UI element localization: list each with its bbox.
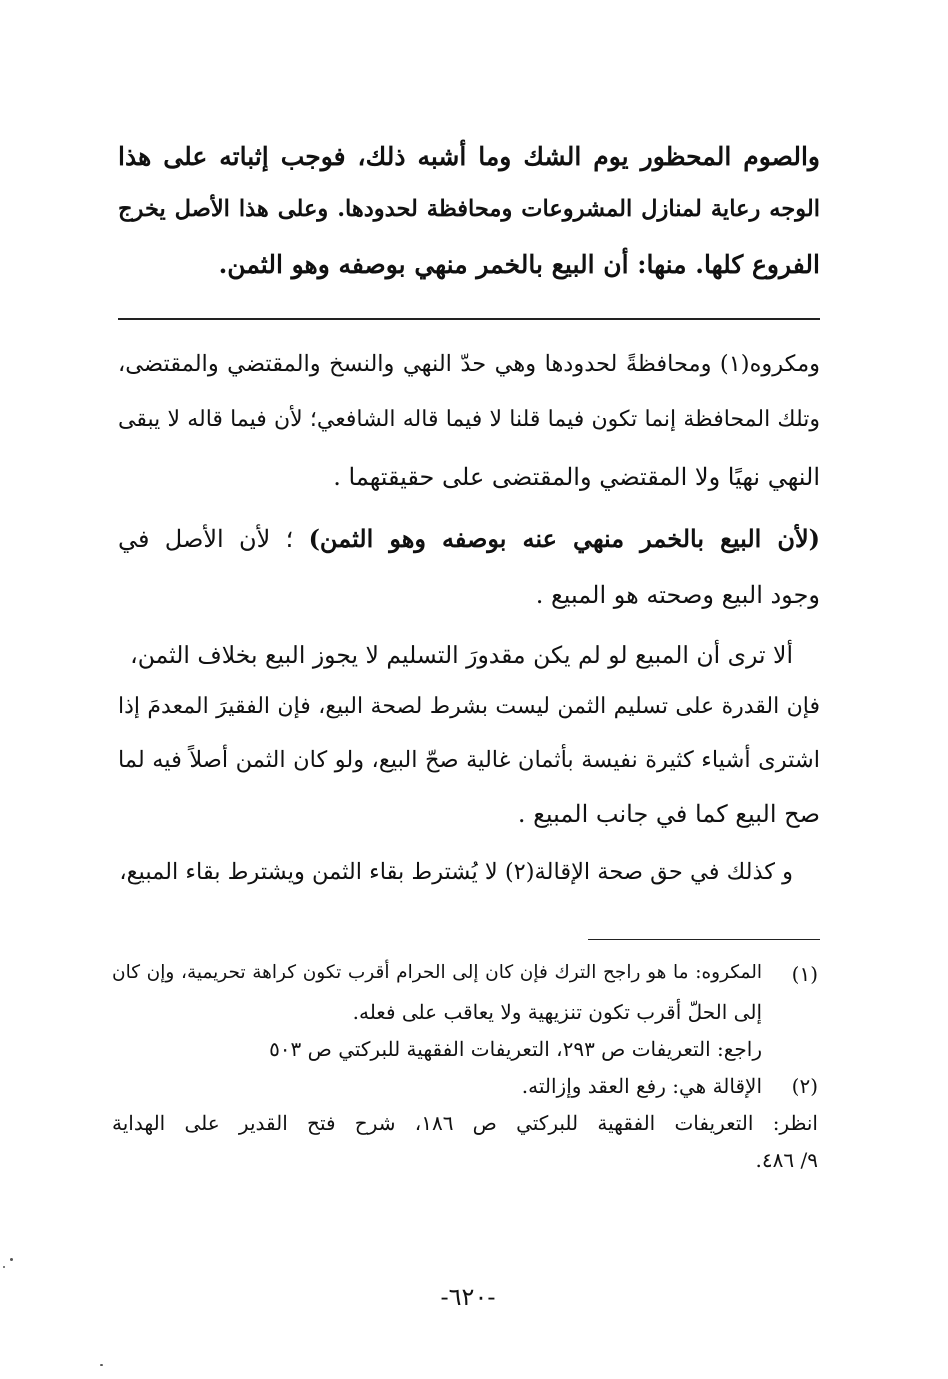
opening-line-3: الفروع كلها. منها: أن البيع بالخمر منهي بوصفه وهو الثمن. <box>218 250 820 279</box>
page-number: -٦٢٠- <box>440 1283 496 1311</box>
commentary-p2-line-1 <box>118 525 820 554</box>
footnote-2-line-3: ٩/ ٤٨٦. <box>755 1148 818 1172</box>
commentary-p3-line-1: ألا ترى أن المبيع لو لم يكن مقدورَ التسليم لا يجوز البيع بخلاف الثمن، <box>130 641 793 669</box>
footnote-1-number: (١) <box>791 962 818 986</box>
section-divider <box>118 318 820 320</box>
quoted-matn: (لأن البيع بالخمر منهي عنه بوصفه وهو الثمن) <box>308 524 821 553</box>
footnote-2-number: (٢) <box>791 1074 818 1098</box>
footnote-2-line-2: انظر: التعريفات الفقهية للبركتي ص ١٨٦، شرح فتح القدير على الهداية <box>112 1111 818 1135</box>
opening-line-2: الوجه رعاية لمنازل المشروعات ومحافظة لحدودها. وعلى هذا الأصل يخرج <box>118 196 820 222</box>
commentary-p3-line-4: صح البيع كما في جانب المبيع . <box>517 800 820 828</box>
commentary-p4-line-1: و كذلك في حق صحة الإقالة(٢) لا يُشترط بقاء الثمن ويشترط بقاء المبيع، <box>119 859 793 885</box>
commentary-p2-line-2: وجود البيع وصحته هو المبيع . <box>535 581 820 609</box>
commentary-p1-line-1: ومكروه(١) ومحافظةً لحدودها وهي حدّ النهي والنسخ والمقتضي والمقتضى، <box>118 351 820 377</box>
scan-speck <box>10 1258 13 1261</box>
scan-speck <box>100 1364 103 1366</box>
footnote-divider <box>588 939 820 940</box>
commentary-p1-line-3: النهي نهيًا ولا المقتضي والمقتضى على حقيقتهما . <box>333 463 820 491</box>
opening-line-1: والصوم المحظور يوم الشك وما أشبه ذلك، فوجب إثباته على هذا <box>118 142 820 171</box>
footnote-1-line-1: المكروه: ما هو راجح الترك فإن كان إلى الحرام أقرب تكون كراهة تحريمية، وإن كان <box>112 962 762 983</box>
footnote-1-line-2: إلى الحلّ أقرب تكون تنزيهية ولا يعاقب على فعله. <box>352 1000 762 1024</box>
commentary-p2-line-1-rest: ؛ لأن الأصل في <box>118 525 294 553</box>
commentary-p3-line-3: اشترى أشياء كثيرة نفيسة بأثمان غالية صحّ البيع، ولو كان الثمن أصلاً فيه لما <box>118 747 820 773</box>
scan-speck <box>3 1266 5 1268</box>
footnote-1-line-3: راجع: التعريفات ص ٢٩٣، التعريفات الفقهية للبركتي ص ٥٠٣ <box>269 1037 762 1061</box>
commentary-p1-line-2: وتلك المحافظة إنما تكون فيما قلنا لا فيما قاله الشافعي؛ لأن فيما قاله لا يبقى <box>118 407 820 432</box>
footnote-2-line-1: الإقالة هي: رفع العقد وإزالته. <box>521 1074 762 1098</box>
commentary-p3-line-2: فإن القدرة على تسليم الثمن ليست بشرط لصحة البيع، فإن الفقيرَ المعدمَ إذا <box>118 694 820 719</box>
